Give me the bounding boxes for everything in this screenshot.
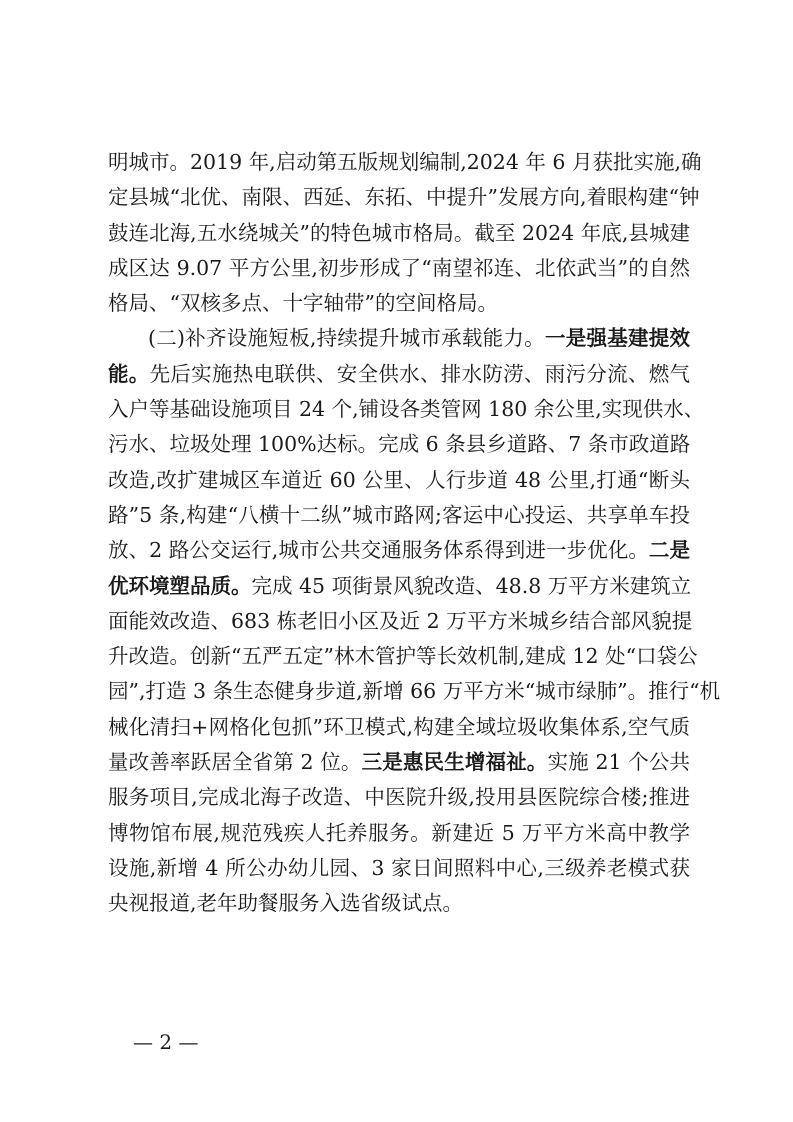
section-heading: (二)补齐设施短板,持续提升城市承载能力。	[148, 326, 545, 351]
paragraph-infrastructure	[108, 321, 721, 921]
text-line: 路”5 条,构建“八横十二纵”城市路网;客运中心投运、共享单车投	[108, 502, 690, 527]
text-line: 格局、“双核多点、十字轴带”的空间格局。	[108, 291, 498, 316]
line-text: 完成 45 项街景风貌改造、48.8 万平方米建筑立	[251, 573, 692, 598]
text-line: 服务项目,完成北海子改造、中医院升级,投用县医院综合楼;推进	[108, 785, 690, 810]
text-line	[108, 321, 690, 356]
bold-point-one-end: 能。	[108, 361, 150, 386]
paragraph-city-planning	[108, 145, 702, 321]
text-line: 污水、垃圾处理 100%达标。完成 6 条县乡道路、7 条市政道路	[108, 432, 691, 457]
text-line: 鼓连北海,五水绕城关”的特色城市格局。截至 2024 年底,县城建	[108, 220, 690, 245]
text-line: 设施,新增 4 所公办幼儿园、3 家日间照料中心,三级养老模式获	[108, 855, 690, 880]
line-text: 放、2 路公交运行,城市公共交通服务体系得到进一步优化。	[108, 538, 649, 563]
text-line	[108, 569, 690, 604]
text-line: 成区达 9.07 平方公里,初步形成了“南望祁连、北依武当”的自然	[108, 255, 690, 280]
text-line: 定县城“北优、南限、西延、东拓、中提升”发展方向,着眼构建“钟	[108, 185, 700, 210]
bold-point-two: 二是	[648, 538, 691, 563]
bold-point-two-end: 优环境塑品质。	[108, 573, 252, 598]
line-text: 量改善率跃居全省第 2 位。	[108, 750, 362, 775]
line-text: 实施 21 个公共	[547, 750, 691, 775]
text-line: 面能效改造、683 栋老旧小区及近 2 万平方米城乡结合部风貌提	[108, 608, 693, 633]
text-line	[108, 357, 690, 392]
text-line	[108, 745, 690, 780]
bold-point-one: 一是强基建提效	[544, 326, 691, 351]
text-line: 升改造。创新“五严五定”林木管护等长效机制,建成 12 处“口袋公	[108, 644, 698, 669]
text-line: 明城市。2019 年,启动第五版规划编制,2024 年 6 月获批实施,确	[108, 150, 702, 174]
document-body	[108, 145, 721, 922]
text-line: 改造,改扩建城区车道近 60 公里、人行步道 48 公里,打通“断头	[108, 467, 690, 492]
text-line: 入户等基础设施项目 24 个,铺设各类管网 180 余公里,实现供水、	[108, 397, 705, 422]
text-line: 央视报道,老年助餐服务入选省级试点。	[108, 891, 464, 916]
text-line: 博物馆布展,规范残疾人托养服务。新建近 5 万平方米高中教学	[108, 820, 690, 845]
text-line: 园”,打造 3 条生态健身步道,新增 66 万平方米“城市绿肺”。推行“机	[108, 679, 721, 704]
text-line: 械化清扫+网格化包抓”环卫模式,构建全域垃圾收集体系,空气质	[108, 714, 690, 739]
bold-point-three: 三是惠民生增福祉。	[361, 750, 548, 775]
page-number: — 2 —	[133, 1030, 199, 1054]
text-line	[108, 533, 690, 568]
line-text: 先后实施热电联供、安全供水、排水防涝、雨污分流、燃气	[149, 361, 690, 386]
